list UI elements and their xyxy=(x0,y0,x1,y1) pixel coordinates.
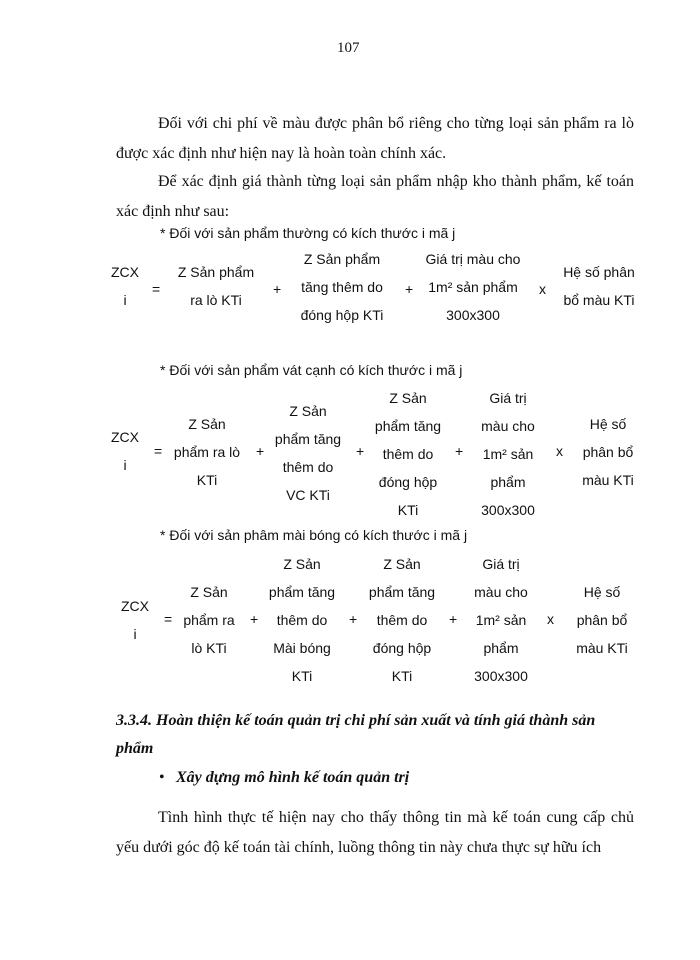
formula1-equals: = xyxy=(152,281,161,297)
formula3-term4: Giá trị màu cho 1m² sản phẩm 300x300 xyxy=(474,556,528,684)
formula2-plus2: + xyxy=(356,443,365,459)
formula2-term2: Z Sản phẩm tăng thêm do VC KTi xyxy=(274,403,342,503)
bullet-icon: • xyxy=(159,769,165,786)
formula2-term3: Z Sản phẩm tăng thêm do đóng hộp KTi xyxy=(374,390,442,518)
formula3-term5: Hệ số phân bổ màu KTi xyxy=(576,584,628,656)
formula2-term4: Giá trị màu cho 1m² sản phẩm 300x300 xyxy=(481,390,535,518)
formula3-plus1: + xyxy=(250,611,259,627)
paragraph-cost-allocation: Đối với chi phí về màu được phân bổ riêng cho từng loại sản phẩm ra lò được xác định như hiện nay là hoàn toàn chính xác. xyxy=(116,115,634,162)
formula3-times: x xyxy=(547,611,554,627)
formula3-term2: Z Sản phẩm tăng thêm do Mài bóng KTi xyxy=(268,556,336,684)
formula1-plus1: + xyxy=(273,281,282,297)
formula3-equals: = xyxy=(164,611,173,627)
formula3-heading: * Đối với sản phâm mài bóng có kích thước i mã j xyxy=(160,527,468,543)
formula2-term5: Hệ số phân bổ màu KTi xyxy=(582,416,634,488)
formula3-plus3: + xyxy=(449,611,458,627)
section-heading-continuation: phẩm xyxy=(116,740,154,757)
formula3-lhs: ZCX i xyxy=(121,598,149,642)
paragraph-current-situation: Tình hình thực tế hiện nay cho thấy thông tin mà kế toán cung cấp chủ yếu dưới góc độ kế toán tài chính, luồng thông tin này chưa thực sự hữu ích xyxy=(116,809,634,856)
formula1-term1: Z Sản phẩm ra lò KTi xyxy=(177,264,255,308)
bullet-text: Xây dựng mô hình kế toán quản trị xyxy=(176,769,410,786)
formula2-lhs: ZCX i xyxy=(111,429,139,473)
formula2-plus3: + xyxy=(455,443,464,459)
formula1-term3: Giá trị màu cho 1m² sản phẩm 300x300 xyxy=(425,251,521,323)
page-number: 107 xyxy=(337,40,360,56)
formula1-heading: * Đối với sản phẩm thường có kích thước i mã j xyxy=(160,225,456,241)
formula2-term1: Z Sản phẩm ra lò KTi xyxy=(173,416,241,488)
formula1-term4: Hệ số phân bổ màu KTi xyxy=(563,264,635,308)
formula1-times: x xyxy=(539,281,546,297)
formula1-term2: Z Sản phẩm tăng thêm do đóng hộp KTi xyxy=(300,251,384,323)
formula1-lhs: ZCX i xyxy=(111,264,139,308)
formula1-plus2: + xyxy=(405,281,414,297)
formula2-equals: = xyxy=(154,443,163,459)
formula2-plus1: + xyxy=(256,443,265,459)
formula2-times: x xyxy=(556,443,563,459)
section-heading: 3.3.4. Hoàn thiện kế toán quản trị chi phí sản xuất và tính giá thành sản xyxy=(116,712,596,729)
formula3-term3: Z Sản phẩm tăng thêm do đóng hộp KTi xyxy=(368,556,436,684)
formula3-plus2: + xyxy=(349,611,358,627)
paragraph-cost-determination: Để xác định giá thành từng loại sản phẩm nhập kho thành phẩm, kế toán xác định như sau: xyxy=(116,173,634,220)
formula2-heading: * Đối với sản phẩm vát cạnh có kích thước i mã j xyxy=(160,362,463,378)
formula3-term1: Z Sản phẩm ra lò KTi xyxy=(183,584,235,656)
